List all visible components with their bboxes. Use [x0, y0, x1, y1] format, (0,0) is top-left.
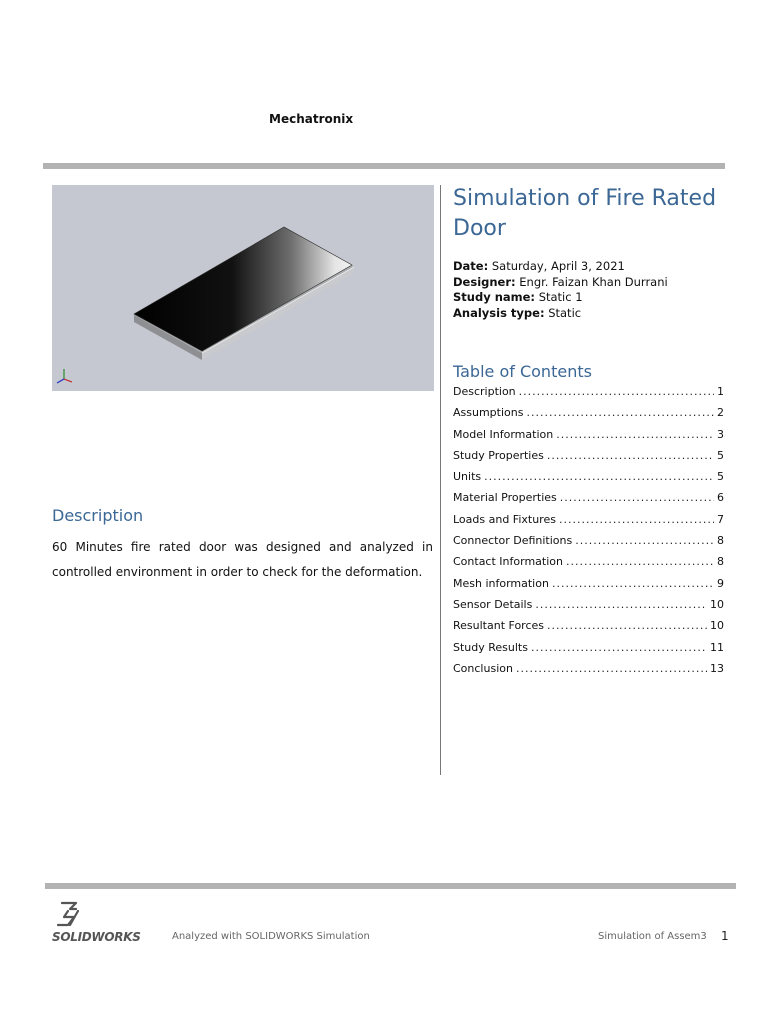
- toc-item-assumptions[interactable]: Assumptions ..... 2: [453, 402, 724, 423]
- toc-item-units[interactable]: Units ..... 5: [453, 466, 724, 487]
- table-of-contents: [453, 381, 724, 679]
- toc-item-contact-information[interactable]: Contact Information ..... 8: [453, 551, 724, 572]
- toc-item-resultant-forces[interactable]: Resultant Forces ..... 10: [453, 615, 724, 636]
- meta-designer: Designer: Engr. Faizan Khan Durrani: [453, 274, 668, 289]
- description-text: 60 Minutes fire rated door was designed and analyzed in controlled environment in order to check for the deformation.: [52, 540, 433, 579]
- toc-heading: Table of Contents: [453, 362, 592, 381]
- door-3d-model: [52, 185, 434, 391]
- toc-item-mesh-information[interactable]: Mesh information ..... 9: [453, 573, 724, 594]
- column-divider: [440, 185, 441, 775]
- toc-item-material-properties[interactable]: Material Properties ..... 6: [453, 487, 724, 508]
- toc-item-study-results[interactable]: Study Results ..... 11: [453, 637, 724, 658]
- document-title: Simulation of Fire Rated Door: [453, 186, 717, 241]
- toc-item-loads-and-fixtures[interactable]: Loads and Fixtures ..... 7: [453, 509, 724, 530]
- header-rule: [43, 163, 725, 169]
- company-name: Mechatronix: [269, 112, 354, 126]
- toc-item-conclusion[interactable]: Conclusion ..... 13: [453, 658, 724, 679]
- xyz-axis-triad-icon: [54, 367, 74, 387]
- analyzed-with-text: Analyzed with SOLIDWORKS Simulation: [172, 931, 370, 942]
- meta-date: Date: Saturday, April 3, 2021: [453, 259, 625, 273]
- meta-analysis-type: Analysis type: Static: [453, 305, 582, 320]
- solidworks-wordmark: SOLIDWORKS: [52, 930, 141, 944]
- footer-rule: [45, 883, 736, 889]
- model-viewport: [52, 185, 434, 391]
- toc-item-connector-definitions[interactable]: Connector Definitions ..... 8: [453, 530, 724, 551]
- solidworks-logo: [52, 899, 157, 947]
- toc-item-study-properties[interactable]: Study Properties ..... 5: [453, 445, 724, 466]
- solidworks-3ds-logo-icon: [52, 899, 88, 929]
- meta-study-name: Study name: Static 1: [453, 290, 583, 304]
- study-metadata: [453, 259, 743, 321]
- toc-item-sensor-details[interactable]: Sensor Details ..... 10: [453, 594, 724, 615]
- page-number: 1: [721, 929, 729, 943]
- toc-item-description[interactable]: Description ..... 1: [453, 381, 724, 402]
- footer-simulation-name: Simulation of Assem3: [598, 931, 707, 942]
- toc-item-model-information[interactable]: Model Information ..... 3: [453, 424, 724, 445]
- description-heading: Description: [52, 506, 144, 525]
